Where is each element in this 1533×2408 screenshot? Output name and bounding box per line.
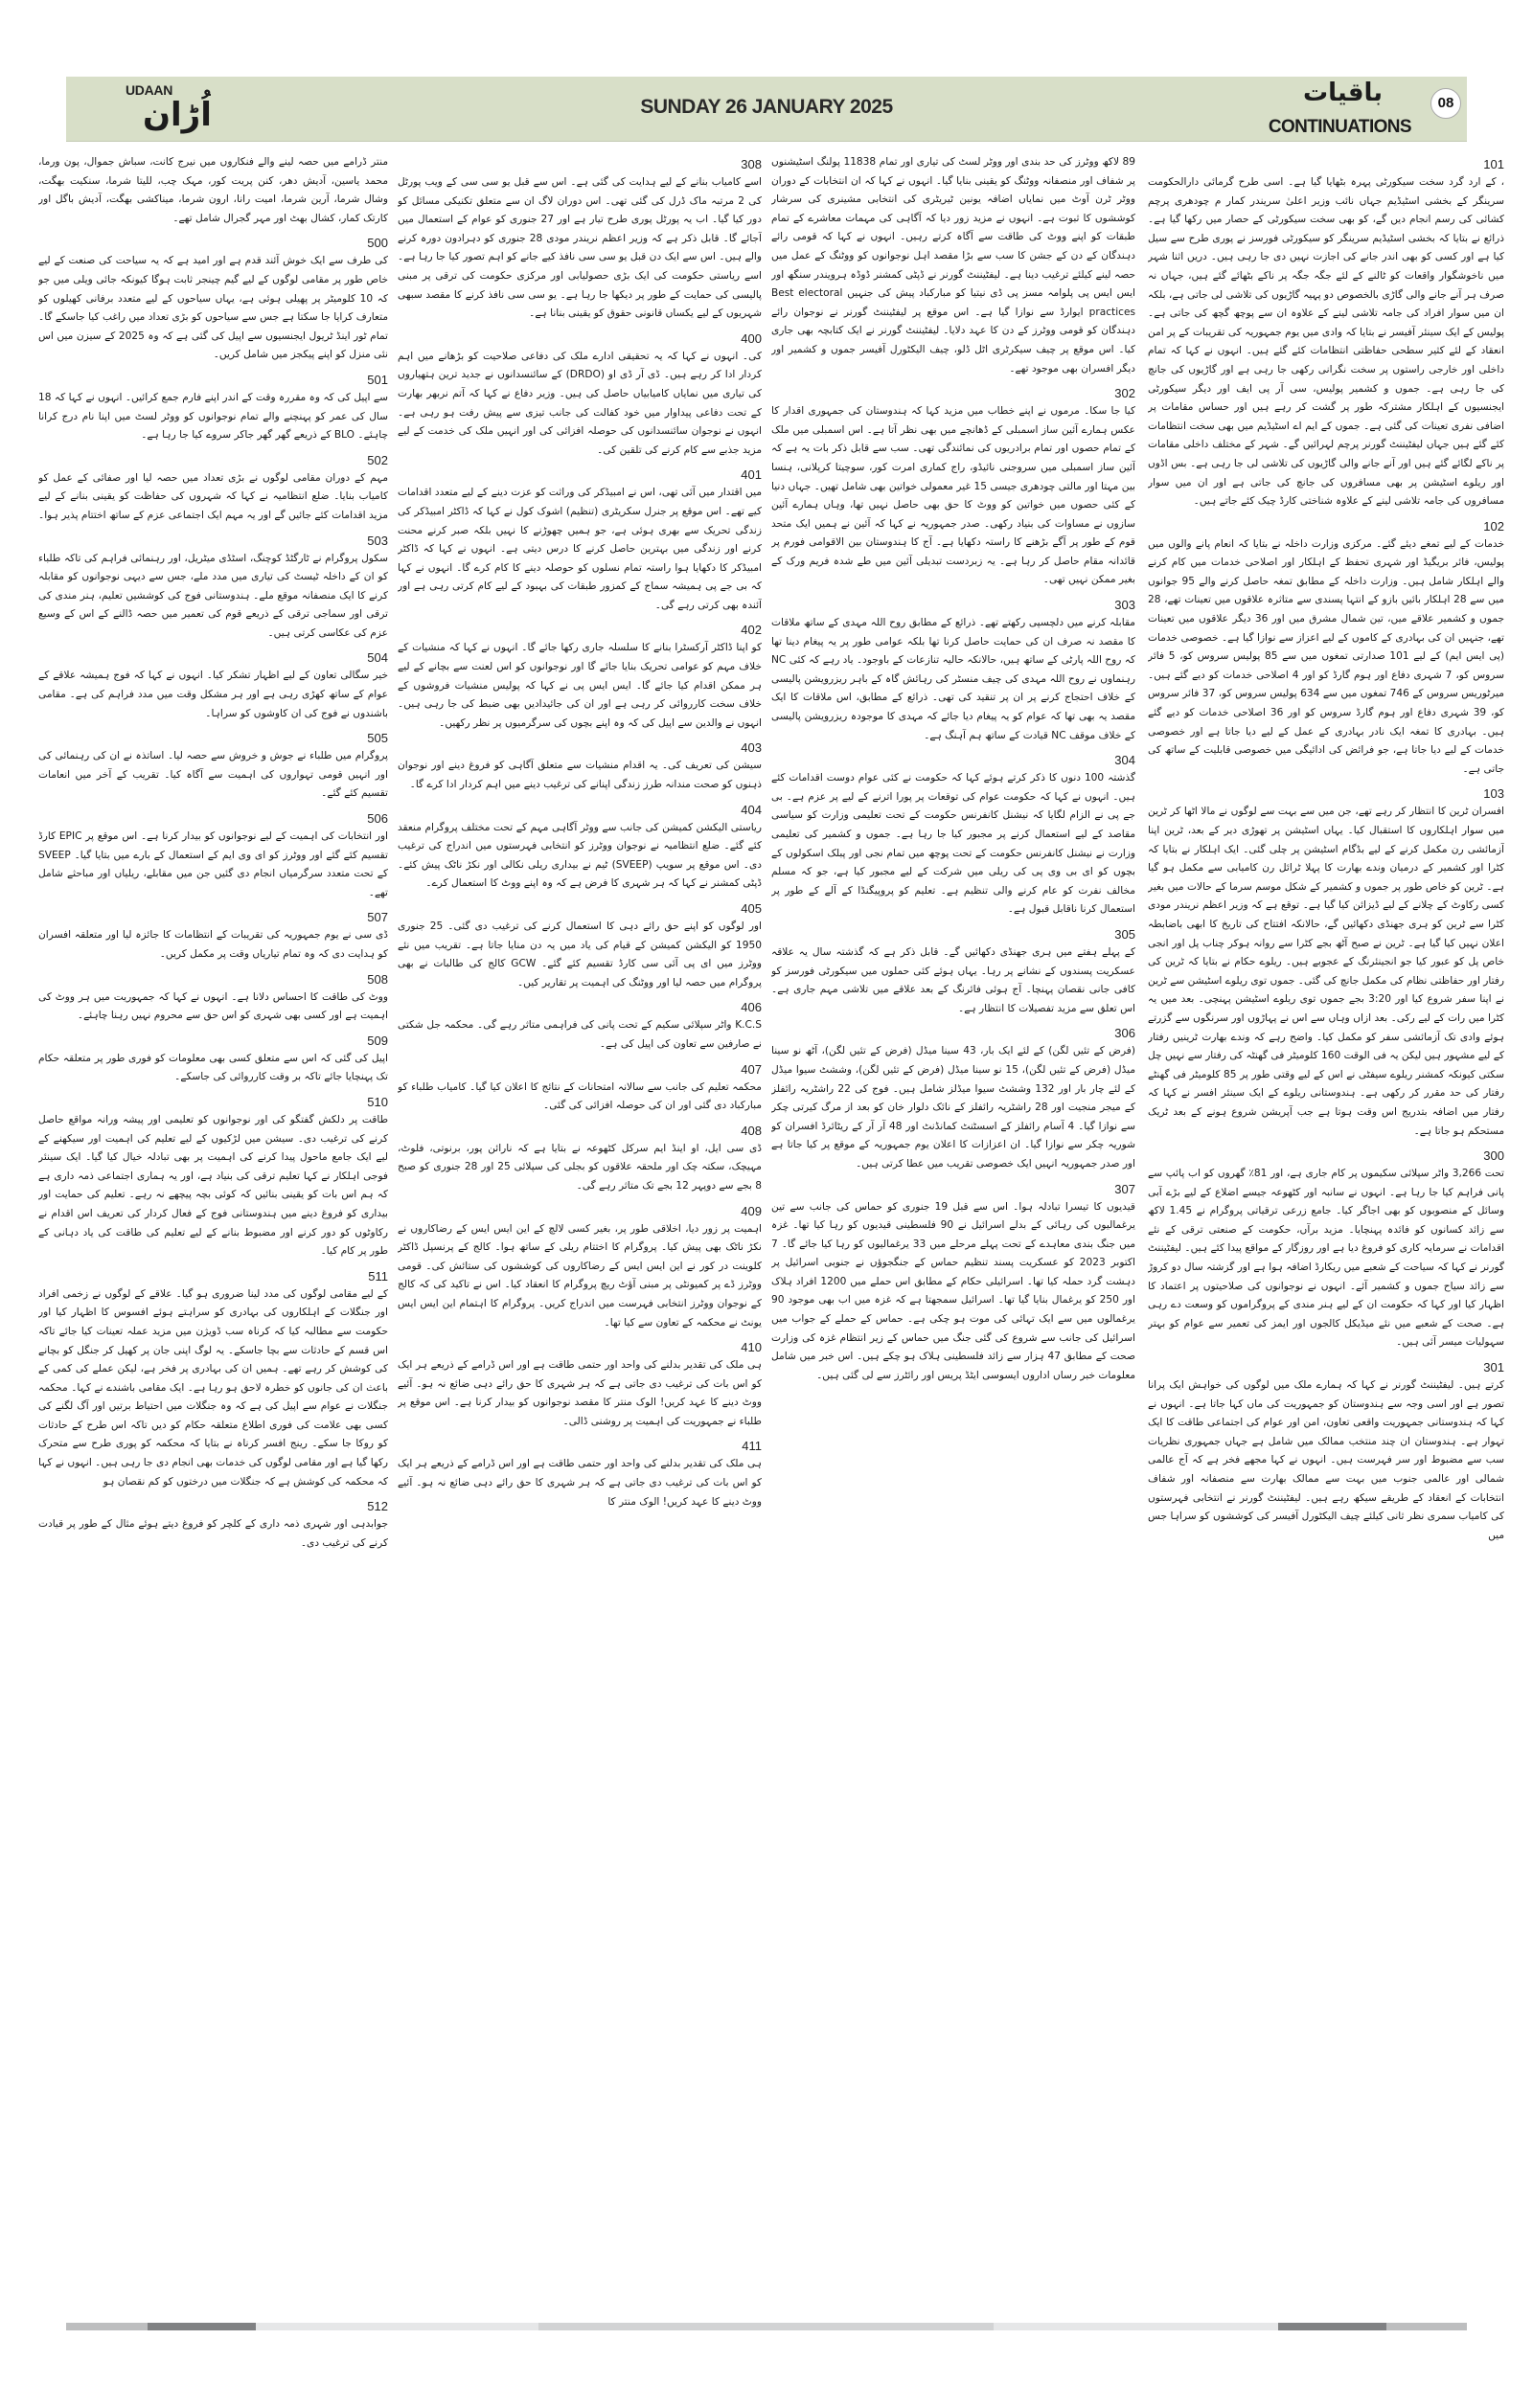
section-body-text: افسران ٹرین کا انتظار کر رہے تھے، جن میں سے بہت سے لوگوں نے مالا اٹھا کر ٹرین میں سوار اہلکاروں کا استقبال کیا۔ یہاں اسٹیشن پر تھوڑی دیر کے بعد، ٹرین اپنا آزمائشی رن مکمل کرنے کے لیے بڈگام اسٹیشن پر چلی گئی۔ ایک اہلکار نے بتایا کہ کٹرا اور کشمیر کے درمیان وندے بھارت کا پہلا ٹرائل رن کامیابی سے مکمل ہو گیا ہے۔ ٹرین کو خاص طور پر جموں و کشمیر کے شکل موسم سرما کے حالات میں بغیر کسی رکاوٹ کے چلانے کے لیے ڈیزائن کیا گیا ہے۔ توقع ہے کہ وزیر اعظم نریندر مودی کٹرا سے ٹرین کو ہری جھنڈی دکھائیں گے، حالانکہ افتتاح کی تاریخ کا ابھی باضابطہ اعلان نہیں کیا گیا ہے۔ ٹرین نے صبح آٹھ بجے کٹرا سے روانہ ہوکر چناب پل اور انجی خاص پل کو عبور کیا جو انجینئرنگ کے عجوبے ہیں۔ ریلوے حکام نے بتایا کہ ٹرین کی رفتار اور حفاظتی نظام کی مکمل جانچ کی گئی۔ جموں توی ریلوے اسٹیشن سے ٹرین نے اپنا سفر شروع کیا اور 3:20 بجے جموں توی ریلوے اسٹیشن پہنچی۔ بعد میں یہ کٹرا میں رات کے لیے رکی۔ بعد ازاں وہاں سے اس نے پہاڑوں اور سرنگوں سے گزرتے ہوئے وادی تک آزمائشی سفر کو مکمل کیا۔ واضح رہے کہ وندے بھارت ٹرینیں رفتار کے لیے مشہور ہیں لیکن یہ فی الوقت 160 کلومیٹر فی گھنٹہ کی رفتار سے نہیں چل سکتی کیونکہ کمشنر ریلوے سیفٹی نے اس کے لیے وقتی طور پر 85 کلومیٹر فی گھنٹے رفتار کی حد مقرر کر رکھی ہے۔ ہندوستانی ریلوے کے ایک سینئر افسر نے کہا کہ رفتار میں اضافہ بتدریج اس وقت ہوتا ہے جب آپریشن شروع ہونے کے بعد ٹریک مستحکم ہو جاتا ہے۔ bbox=[1148, 806, 1504, 1137]
section-body-text: گذشتہ 100 دنوں کا ذکر کرتے ہوئے کہا کہ حکومت نے کئی عوام دوست اقدامات کئے ہیں۔ انہوں نے کہا کہ حکومت عوام کی توقعات پر پورا اترنے کے لیے پر عزم ہے۔ بی جے پی نے الزام لگایا کہ نیشنل کانفرنس حکومت کے تحت تعلیمی وزارت کو سیاسی مقاصد کے لیے استعمال کرنے پر مجبور کیا جا رہا ہے۔ جموں و کشمیر کی تعلیمی وزارت نے نیشنل کانفرنس حکومت کے تحت پوچھ میں تمام نجی اور پبلک اسکولوں کے بچوں کو ای بی وی پی کی ریلی میں شرکت کے لیے مجبور کیا ہے، جو کہ مسلم مخالف نفرت کو عام کرنے والی تنظیم ہے۔ تعلیم کو پروپیگنڈا کے آلے کے طور پر استعمال کرنا ناقابل قبول ہے۔ bbox=[771, 772, 1135, 916]
section-number: 510 bbox=[367, 1094, 388, 1109]
section-number: 507 bbox=[367, 910, 388, 925]
section-body-text: تحت 3,266 واٹر سپلائی سکیموں پر کام جاری ہے، اور 81٪ گھروں کو اب پائپ سے پانی فراہم کیا جا رہا ہے۔ انہوں نے سانبہ اور کٹھوعہ جیسے اضلاع کے لیے بڑے آبی وسائل کے منصوبوں کو بھی اجاگر کیا۔ جامع زرعی ترقیاتی پروگرام نے 1.45 لاکھ سے زائد کسانوں کو فائدہ پہنچایا۔ مزید برآں، حکومت کے صنعتی ترقی کے نئے اقدامات نے سرمایہ کاری کو فروغ دیا ہے اور روزگار کے مواقع پیدا کئے ہیں۔ لیفٹیننٹ گورنر نے کہا کہ سیاحت کے شعبے میں ریکارڈ اضافہ ہوا ہے اور گزشتہ سال دو کروڑ سے زائد سیاح جموں و کشمیر آئے۔ انہوں نے نوجوانوں کی صلاحیتوں پر اعتماد کا اظہار کیا اور کہا کہ حکومت ان کے لیے ہنر مندی کے پروگراموں کو وسعت دے رہی ہے۔ صحت کے شعبے میں نئے میڈیکل کالجوں اور ایمز کی تعمیر سے عوام کو بہتر سہولیات میسر آئی ہیں۔ bbox=[1148, 1168, 1504, 1349]
section-heading bbox=[1220, 79, 1411, 140]
brand-name-english: UDAAN bbox=[126, 82, 173, 98]
continuation-section bbox=[1148, 517, 1504, 780]
section-number: 301 bbox=[1483, 1360, 1504, 1375]
continuation-section bbox=[38, 234, 388, 365]
footer-rule-segment bbox=[538, 2323, 994, 2330]
section-number: 307 bbox=[1114, 1181, 1135, 1196]
continuation-section bbox=[398, 466, 762, 615]
section-number: 501 bbox=[367, 372, 388, 387]
continuation-section bbox=[38, 809, 388, 902]
section-body-text: جوابدہی اور شہری ذمہ داری کے کلچر کو فروغ دیتے ہوئے مثال کے طور پر قیادت کرنے کی ترغیب دی۔ bbox=[38, 1518, 388, 1549]
continuation-section bbox=[38, 1497, 388, 1553]
section-body-text: ڈی سی نے یوم جمہوریہ کی تقریبات کے انتظامات کا جائزہ لیا اور متعلقہ افسران کو ہدایت دی کہ وہ تمام تیاریاں وقت پر مکمل کریں۔ bbox=[38, 929, 388, 960]
continuation-section bbox=[398, 801, 762, 894]
section-number: 404 bbox=[741, 802, 762, 817]
section-number: 102 bbox=[1483, 518, 1504, 534]
column-3 bbox=[398, 153, 762, 2265]
continuation-section bbox=[771, 1024, 1135, 1173]
section-number: 503 bbox=[367, 533, 388, 548]
footer-rule-segment bbox=[148, 2323, 256, 2330]
section-number: 305 bbox=[1114, 926, 1135, 942]
section-number: 300 bbox=[1483, 1148, 1504, 1164]
continuation-section bbox=[398, 738, 762, 794]
section-body-text: کی۔ انہوں نے کہا کہ یہ تحقیقی ادارے ملک کی دفاعی صلاحیت کو بڑھانے میں اہم کردار ادا کر رہے ہیں۔ ڈی آر ڈی او (DRDO) کے سائنسدانوں نے جدید ترین ہتھیاروں کی تیاری میں نمایاں کامیابیاں حاصل کی ہیں۔ وزیر دفاع نے کہا کہ آتم نربھر بھارت کے تحت دفاعی پیداوار میں خود کفالت کی جانب تیزی سے پیش رفت ہو رہی ہے۔ انہوں نے نوجوان سائنسدانوں کی حوصلہ افزائی کی اور انہیں ملک کی خدمت کے لیے مزید جذبے سے کام کرنے کی تلقین کی۔ bbox=[398, 350, 762, 456]
section-number: 512 bbox=[367, 1499, 388, 1514]
section-body-text: اور لوگوں کو اپنے حق رائے دہی کا استعمال کرنے کی ترغیب دی گئی۔ 25 جنوری 1950 کو الیکشن کمیشن کے قیام کی یاد میں یہ دن منایا جاتا ہے۔ تقریب میں نئے ووٹرز میں ای پی آئی سی کارڈ تقسیم کئے گئے۔ GCW کالج کی طالبات نے بھی پروگرام میں حصہ لیا اور ووٹنگ کی اہمیت پر تقاریر کیں۔ bbox=[398, 920, 762, 988]
section-body-text: کے پہلے ہفتے میں ہری جھنڈی دکھائیں گے۔ قابل ذکر ہے کہ گذشتہ سال یہ علاقہ عسکریت پسندوں کے نشانے پر رہا۔ یہاں ہوئے کئی حملوں میں سیکورٹی فورسز کو کافی جانی نقصان پہنچا۔ آج ہوئی فائرنگ کے بعد علاقے میں تلاشی مہم جاری ہے۔ اس تعلق سے مزید تفصیلات کا انتظار ہے۔ bbox=[771, 945, 1135, 1014]
continuation-section bbox=[1148, 784, 1504, 1141]
section-body-text: محکمہ تعلیم کی جانب سے سالانہ امتحانات کے نتائج کا اعلان کیا گیا۔ کامیاب طلباء کو مبارکباد دی گئی اور ان کی حوصلہ افزائی کی گئی۔ bbox=[398, 1080, 762, 1112]
continuation-section bbox=[38, 153, 388, 228]
section-body-text: خیر سگالی تعاون کے لیے اظہار تشکر کیا۔ انہوں نے کہا کہ فوج ہمیشہ علاقے کے عوام کے ساتھ کھڑی رہی ہے اور ہر مشکل وقت میں مدد فراہم کی ہے۔ مقامی باشندوں نے فوج کی ان کاوشوں کو سراہا۔ bbox=[38, 670, 388, 719]
continuation-section bbox=[1148, 155, 1504, 511]
section-body-text: پروگرام میں طلباء نے جوش و خروش سے حصہ لیا۔ اساتذہ نے ان کی رہنمائی کی اور انہیں قومی تہواروں کی اہمیت سے آگاہ کیا۔ تقریب کے آخر میں انعامات تقسیم کئے گئے۔ bbox=[38, 750, 388, 800]
section-number: 403 bbox=[741, 740, 762, 756]
continuation-section bbox=[38, 451, 388, 526]
section-number: 502 bbox=[367, 452, 388, 467]
section-number: 408 bbox=[741, 1123, 762, 1138]
section-body-text: طاقت پر دلکش گفتگو کی اور نوجوانوں کو تعلیمی اور پیشہ ورانہ مواقع حاصل کرنے کی ترغیب دی۔ سیشن میں لڑکیوں کے لیے تعلیم کی اہمیت اور سیکھنے کے لیے ایک جامع ماحول پیدا کرنے کی اہمیت پر بھی تبادلہ خیال کیا گیا۔ ایک سینئر فوجی اہلکار نے کہا تعلیم ترقی کی بنیاد ہے، اور یہ ہماری اجتماعی ذمہ داری ہے کہ ہم اس بات کو یقینی بنائیں کہ کوئی بچہ پیچھے نہ رہے۔ تعلیم کی حمایت اور بیداری کو فروغ دینے میں ہندوستانی فوج کے فعال کردار کی تعریف اس اقدام نے رکاوٹوں کو دور کرنے اور مضبوط بنانے کے لیے تعلیم کی طاقت کی یاد دہانی کے طور پر کام کیا۔ bbox=[38, 1113, 388, 1258]
section-body-text: میں اقتدار میں آئی تھی، اس نے امبیڈکر کی وراثت کو عزت دینے کے لیے متعدد اقدامات کیے تھے۔ اس موقع پر جنرل سکریٹری (تنظیم) اشوک کول نے کہا کہ ڈاکٹر امبیڈکر کی زندگی تحریک سے بھری ہوئی ہے، جو ہمیں چھوڑنے کا نہیں بلکہ صبر کرنے محنت کرنے اور زندگی میں بہترین حاصل کرنے کا درس دیتی ہے۔ انہوں نے کہا کہ ڈاکٹر امبیڈکر کا دکھایا ہوا راستہ تمام نسلوں کو حوصلہ دینے کا کام کرے گا۔ انہوں نے کہا کہ بی جے پی ہمیشہ سماج کے کمزور طبقات کی بہبود کے لیے کام کرتی رہی ہے اور آئندہ بھی کرتی رہے گی۔ bbox=[398, 487, 762, 611]
section-body-text: K.C.S واٹر سپلائی سکیم کے تحت پانی کی فراہمی متاثر رہے گی۔ محکمہ جل شکتی نے صارفین سے تعاون کی اپیل کی ہے۔ bbox=[398, 1019, 762, 1050]
section-body-text: کی طرف سے ایک خوش آئند قدم ہے اور امید ہے کہ یہ سیاحت کی صنعت کے لیے خاص طور پر مقامی لوگوں کے لیے گیم چینجر ثابت ہوگا کیونکہ جائی ویلی میں جو کہ 10 کلومیٹر پر پھیلی ہوئی ہے، یہاں سیاحوں کے لیے متعدد برفانی کھیلوں کو متعارف کرایا جا سکتا ہے جس سے سیاحوں کو بڑی تعداد میں راغب کیا جاسکے گا۔ تمام ٹور اینڈ ٹریول ایجنسیوں سے اپیل کی گئی ہے کہ وہ 2025 کے سیزن میں اس نئی منزل کو اپنے پیکجز میں شامل کریں۔ bbox=[38, 255, 388, 361]
continuation-section bbox=[398, 1060, 762, 1116]
masthead bbox=[66, 77, 1467, 142]
continuation-section bbox=[38, 371, 388, 445]
section-body-text: اپیل کی گئی کہ اس سے متعلق کسی بھی معلومات کو فوری طور پر متعلقہ حکام تک پہنچایا جائے تاکہ بر وقت کارروائی کی جاسکے۔ bbox=[38, 1052, 388, 1083]
continuation-section bbox=[38, 1093, 388, 1261]
section-body-text: (فرض کے تئیں لگن) کے لئے ایک بار، 43 سینا میڈل (فرض کے تئیں لگن)، آٹھ نو سینا میڈل (فرض کے تئیں لگن)، 15 نو سینا میڈل (فرض کے تئیں لگن)، وششٹ سیوا میڈل کے لئے چار بار اور 132 وششٹ سیوا میڈلز شامل ہیں۔ فوج کی 22 راشٹریہ رائفلز کے میجر منجیت اور 28 راشٹریہ رائفلز کے نائک دلوار خان کو بعد از مرگ کیرتی چکر سے نوازا گیا۔ 4 آسام رائفلز کے اسسٹنٹ کمانڈنٹ اور 48 آر آر کے ریٹائرڈ افسران کو شوریہ چکر سے نوازا گیا۔ ان اعزازات کا اعلان یوم جمہوریہ کے موقع پر کیا جاتا ہے اور صدر جمہوریہ انہیں ایک خصوصی تقریب میں عطا کرتی ہیں۔ bbox=[771, 1045, 1135, 1170]
section-number: 509 bbox=[367, 1033, 388, 1048]
continuation-section bbox=[398, 155, 762, 324]
continuation-section bbox=[38, 648, 388, 723]
section-body-text: 89 لاکھ ووٹرز کی حد بندی اور ووٹر لسٹ کی تیاری اور تمام 11838 پولنگ اسٹیشنوں پر شفاف اور منصفانہ ووٹنگ کو یقینی بنایا گیا۔ انہوں نے کہا کہ ان انتخابات کے دوران ووٹر ٹرن آوٹ میں نمایاں اضافہ یونین ٹیریٹری کی انتخابی مشینری کی سرشار کوششوں کا ثبوت ہے۔ انہوں نے مزید زور دیا کہ آگاہی کی مہمات معاشرے کے تمام طبقات کو اپنے ووٹ کی طاقت سے آگاہ کرتے رہیں۔ انہوں نے کہا کہ قومی رائے دہندگان کے دن کے جشن کا سب سے بڑا مقصد اہل نوجوانوں کو ووٹنگ کے عمل میں حصہ لینے کیلئے ترغیب دینا ہے۔ لیفٹیننٹ گورنر نے ڈپٹی کمشنر ڈوڈہ ہرویندر سنگھ اور ایس ایس پی پلوامہ مسز پی ڈی نیتیا کو مبارکباد پیش کی جنہیں Best electoral practices ایوارڈ سے نوازا گیا ہے۔ اس موقع پر لیفٹیننٹ گورنر نے نوجوان رائے دہندگان کو قومی ووٹرز کے دن کا عہد دلایا۔ لیفٹیننٹ گورنر نے ایک کتابچہ بھی جاری کیا۔ اس موقع پر چیف سیکرٹری اٹل ڈلو، چیف الیکٹورل آفیسر جموں و کشمیر اور دیگر افسران بھی موجود تھے۔ bbox=[771, 156, 1135, 375]
section-body-text: سکول پروگرام نے ٹارگٹڈ کوچنگ، اسٹڈی میٹریل، اور رہنمائی فراہم کی تاکہ طلباء کو ان کے داخلہ ٹیسٹ کی تیاری میں مدد ملے، جس سے دیہی نوجوانوں کو مقابلہ کرنے کا ایک منصفانہ موقع ملے۔ ہندوستانی فوج کی کوششیں تعلیم، ہنر مندی کی ترقی اور سماجی ترقی کے ذریعے قوم کی تعمیر میں حصہ ڈالنے کے اس کے وسیع عزم کی عکاسی کرتی ہیں۔ bbox=[38, 552, 388, 639]
section-number: 410 bbox=[741, 1340, 762, 1355]
column-2 bbox=[771, 153, 1135, 2265]
section-number: 505 bbox=[367, 731, 388, 746]
section-body-text: ووٹ کی طاقت کا احساس دلانا ہے۔ انہوں نے کہا کہ جمہوریت میں ہر ووٹ کی اہمیت ہے اور کسی بھی شہری کو اس حق سے محروم نہیں رہنا چاہئے۔ bbox=[38, 990, 388, 1022]
section-body-text: سے اپیل کی کہ وہ مقررہ وقت کے اندر اپنے فارم جمع کرائیں۔ انہوں نے کہا کہ 18 سال کی عمر کو پہنچنے والے تمام نوجوانوں کو ووٹر لسٹ میں اپنا نام درج کرانا چاہئے۔ BLO کے ذریعے گھر گھر جاکر سروے کیا جا رہا ہے۔ bbox=[38, 391, 388, 442]
section-body-text: سیشن کی تعریف کی۔ یہ اقدام منشیات سے متعلق آگاہی کو فروغ دینے اور نوجوان ذہنوں کو صحت مندانہ طرز زندگی اپنانے کی ترغیب دینے میں اہم کردار ادا کرے گا۔ bbox=[398, 760, 762, 791]
footer-rule bbox=[66, 2323, 1467, 2330]
section-body-text: قیدیوں کا تیسرا تبادلہ ہوا۔ اس سے قبل 19 جنوری کو حماس کی جانب سے تین یرغمالیوں کی رہائی کے بدلے اسرائیل نے 90 فلسطینی قیدیوں کو رہا کیا تھا۔ غزہ میں جنگ بندی معاہدے کے تحت پہلے مرحلے میں 33 یرغمالیوں کو رہا کیا جائے گا۔ 7 اکتوبر 2023 کو عسکریت پسند تنظیم حماس کے جنگجوؤں نے جنوبی اسرائیل پر دہشت گرد حملہ کیا تھا۔ اسرائیلی حکام کے مطابق اس حملے میں 1200 افراد ہلاک اور 250 کو یرغمال بنایا گیا تھا۔ اسرائیل سمجھتا ہے کہ غزہ میں اب بھی موجود 90 یرغمالوں میں سے ایک تہائی کی موت ہو چکی ہے۔ حماس کے حملے کے جواب میں اسرائیل کی جانب سے شروع کی گئی جنگ میں حماس کے زیر انتظام غزہ کی وزارت صحت کے مطابق 47 ہزار سے زائد فلسطینی ہلاک ہو چکے ہیں۔ اس خبر میں شامل معلومات خبر رساں اداروں ایسوسی ایٹڈ پریس اور رائٹرز سے لی گئی ہیں۔ bbox=[771, 1200, 1135, 1381]
continuation-section bbox=[771, 384, 1135, 590]
section-number: 405 bbox=[741, 901, 762, 916]
section-title-urdu: باقیات bbox=[1302, 79, 1383, 107]
section-body-text: اسے کامیاب بنانے کے لیے ہدایت کی گئی ہے۔ اس سے قبل یو سی سی کے ویب پورٹل کی 2 مرتبہ ماک ڈرل کی گئی تھی۔ اس دوران لاگ ان سے متعلق تکنیکی مسائل کو دور کیا گیا۔ اب یہ پورٹل پوری طرح تیار ہے اور 27 جنوری کو عوام کے استعمال میں آجائے گا۔ قابل ذکر ہے کہ وزیر اعظم نریندر مودی 28 جنوری کو دہرادون دورہ کرنے والے ہیں۔ اس سے ایک دن قبل یو سی سی نافذ کیے جانے کو اہم تصور کیا جا رہا ہے۔ اسے ریاستی حکومت کی ایک بڑی حصولیابی اور مرکزی حکومت کی ترقی پر مبنی پالیسی کی حمایت کے طور پر دیکھا جا رہا ہے۔ یو سی سی نافذ کرنے کا مقصد سبھی شہریوں کے لیے یکساں قانونی حقوق کو یقینی بنانا ہے۔ bbox=[398, 176, 762, 320]
section-body-text: ہی ملک کی تقدیر بدلنے کی واحد اور حتمی طاقت ہے اور اس ڈرامے کے ذریعے ہر ایک کو اس بات کی ترغیب دی جاتی ہے کہ ہر شہری کا حق رائے دہی ضائع نہ ہو۔ آئیے ووٹ دینے کا عہد کریں! الوک منتر کا مقصد نوجوانوں کو بیدار کرنا ہے۔ اس موقع پر طلباء نے جمہوریت کی اہمیت پر روشنی ڈالی۔ bbox=[398, 1359, 762, 1427]
section-number: 508 bbox=[367, 971, 388, 987]
article-columns bbox=[38, 153, 1504, 2265]
section-number: 500 bbox=[367, 236, 388, 251]
section-number: 407 bbox=[741, 1061, 762, 1077]
continuation-section bbox=[398, 1202, 762, 1333]
continuation-section bbox=[398, 899, 762, 992]
continuation-section bbox=[398, 1437, 762, 1511]
column-1 bbox=[1148, 153, 1504, 2265]
section-number: 400 bbox=[741, 330, 762, 346]
column-4 bbox=[38, 153, 388, 2265]
section-number: 409 bbox=[741, 1203, 762, 1218]
section-body-text: کیا جا سکا۔ مرموں نے اپنے خطاب میں مزید کہا کہ ہندوستان کی جمہوری اقدار کا عکس ہمارے آئین ساز اسمبلی کے ڈھانچے میں بھی نظر آتا ہے۔ اس اسمبلی میں ملک کے تمام حصوں اور تمام برادریوں کی نمائندگی تھی۔ سب سے قابل ذکر بات یہ ہے کہ آئین ساز اسمبلی میں سروجنی نائیڈو، راج کماری امرت کور، سوچیتا کرپلانی، ہنسا بین مہتا اور مالتی چودھری جیسی 15 غیر معمولی خواتین بھی شامل تھیں۔ جہاں دنیا کے کئی حصوں میں خواتین کو ووٹ کا حق بھی حاصل نہیں تھا، وہاں ہمارے آئین سازوں نے مساوات کی بنیاد رکھی۔ صدر جمہوریہ نے کہا کہ آئین نے ہمیں ایک متحد قوم کے طور پر آگے بڑھنے کا راستہ دکھایا ہے۔ آج کا ہندوستان بین الاقوامی فورم پر قائدانہ مقام حاصل کر رہا ہے۔ یہ زبردست تبدیلی آئین میں طے شدہ فریم ورک کے بغیر ممکن نہیں تھی۔ bbox=[771, 405, 1135, 586]
continuation-section bbox=[398, 329, 762, 461]
section-number: 406 bbox=[741, 1000, 762, 1015]
section-number: 101 bbox=[1483, 157, 1504, 171]
section-number: 306 bbox=[1114, 1026, 1135, 1041]
section-number: 303 bbox=[1114, 598, 1135, 613]
footer-rule-segment bbox=[1386, 2323, 1467, 2330]
continuation-section bbox=[771, 153, 1135, 378]
section-number: 504 bbox=[367, 650, 388, 666]
section-body-text: ہی ملک کی تقدیر بدلنے کی واحد اور حتمی طاقت ہے اور اس ڈرامے کے ذریعے ہر ایک کو اس بات کی ترغیب دی جاتی ہے کہ ہر شہری کا حق رائے دہی ضائع نہ ہو۔ آئیے ووٹ دینے کا عہد کریں! الوک منتر کا bbox=[398, 1458, 762, 1508]
continuation-section bbox=[398, 998, 762, 1054]
section-title-english: CONTINUATIONS bbox=[1268, 117, 1411, 137]
section-body-text: مقابلہ کرنے میں دلچسپی رکھتے تھے۔ ذرائع کے مطابق روح اللہ مہدی کے ساتھ ملاقات کا مقصد نہ صرف ان کی حمایت حاصل کرنا تھا بلکہ عوامی طور پر یہ پیغام دینا تھا کہ روح اللہ پارٹی کے ساتھ ہیں، حالانکہ حالیہ تنازعات کے باوجود۔ یاد رہے کہ کئی NC رہنماوں نے روح اللہ مہدی کی چیف منسٹر کی رہائش گاہ کے باہر ریزرویشن پالیسی کے خلاف احتجاج کرنے پر ان پر تنقید کی تھی۔ ذرائع کے مطابق، اس ملاقات کا ایک مقصد یہ بھی تھا کہ عوام کو یہ پیغام دیا جائے کہ مہدی کا موجودہ ریزرویشن پالیسی کے خلاف موقف NC قیادت کے ساتھ ہم آہنگ ہے۔ bbox=[771, 617, 1135, 741]
continuation-section bbox=[771, 1180, 1135, 1386]
section-body-text: کرتے ہیں۔ لیفٹیننٹ گورنر نے کہا کہ ہمارے ملک میں لوگوں کی خواہش ایک پرانا تصور ہے اور اسی وجہ سے ہندوستان کو جمہوریت کی ماں کہا جاتا ہے۔ انہوں نے کہا کہ ہندوستانی جمہوریت واقعی تعاون، امن اور عوام کی اجتماعی طاقت کا ایک تہوار ہے۔ ہندوستان ان چند منتخب ممالک میں شامل ہے جہاں جمہوری نظریات سب سے مضبوط اور سر فہرست ہیں۔ انہوں نے کہا مجھے فخر ہے کہ آج عالمی شمالی اور عالمی جنوب میں بہت سے ممالک بھارت سے منصفانہ اور شفاف انتخابات کے انعقاد کے طریقے سیکھ رہے ہیں۔ لیفٹیننٹ گورنر نے انتخابی فہرستوں کی کامیاب سمری نظر ثانی کیلئے چیف الیکٹورل آفیسر کی کوششوں کو سراہا جس میں bbox=[1148, 1379, 1504, 1541]
section-body-text: ڈی سی ایل، او اینڈ ایم سرکل کٹھوعہ نے بتایا ہے کہ نارائن پور، برنوتی، فلوٹ، مہیچک، سکتہ چک اور ملحقہ علاقوں کو بجلی کی سپلائی 25 اور 28 جنوری کو صبح 8 بجے سے دوپہر 12 بجے تک متاثر رہے گی۔ bbox=[398, 1142, 762, 1192]
continuation-section bbox=[38, 729, 388, 804]
section-body-text: اہمیت پر زور دیا، اخلاقی طور پر، بغیر کسی لالچ کے این ایس ایس کے رضاکاروں نے نکڑ ناٹک بھی پیش کیا۔ پروگرام کا اختتام ریلی کے ساتھ ہوا۔ کالج کے پرنسپل ڈاکٹر کلوینت در کور نے این ایس ایس کے رضاکاروں کی کوششوں کی ستائش کی۔ قومی ووٹرز ڈے پر کمیونٹی پر مبنی آؤٹ ریچ پروگرام کا انعقاد کیا۔ اس نے تاکید کی کہ کالج کے نوجوان ووٹرز انتخابی فہرست میں اندراج کریں۔ پروگرام کا اہتمام این ایس ایس یونٹ نے محکمہ کے تعاون سے کیا تھا۔ bbox=[398, 1222, 762, 1329]
continuation-section bbox=[398, 1338, 762, 1431]
section-body-text: خدمات کے لیے تمغے دیئے گئے۔ مرکزی وزارت داخلہ نے بتایا کہ انعام پانے والوں میں پولیس، فائر بریگیڈ اور شہری تحفظ کے اہلکار اور اصلاحی خدمات میں کام کرنے والے اہلکار شامل ہیں۔ وزارت داخلہ کے مطابق تمغہ حاصل کرنے والے 95 جوانوں میں سے 28 اہلکار بائیں بازو کے انتہا پسندی سے متاثرہ علاقوں میں تعینات تھے، 28 جموں و کشمیر علاقے میں، تین شمال مشرق میں اور 36 دیگر علاقوں میں تعینات تھے، جنہیں ان کی بہادری کے کاموں کے لیے اعزاز سے نوازا گیا ہے۔ خصوصی خدمات (پی ایس ایم) کے لیے 101 صدارتی تمغوں میں سے 85 پولیس سروس کو، 5 فائر سروس کو، 7 شہری دفاع اور ہوم گارڈ کو اور 4 اصلاحی خدمات کو دیے گئے ہیں۔ میرٹوریس سروس کے 746 تمغوں میں سے 634 پولیس سروس کو، 37 فائر سروس کو، 39 شہری دفاع اور ہوم گارڈ سروس کو اور 36 اصلاحی خدمات کو دیے گئے ہیں۔ بہادری کا تمغہ ایک نادر بہادری کے عمل کے لیے دیا جاتا ہے اور خصوصی خدمات کے لیے دیا جاتا ہے، جو فرائض کی ادائیگی میں خصوصی قابلیت کے ساتھ کی جاتی ہے۔ bbox=[1148, 537, 1504, 775]
section-body-text: کو اپنا ڈاکٹر آرکسٹرا بنانے کا سلسلہ جاری رکھا جائے گا۔ انہوں نے کہا کہ منشیات کے خلاف مہم کو عوامی تحریک بنایا جائے گا اور نوجوانوں کو اس لعنت سے بچانے کے لیے ہر ممکن اقدام کیا جائے گا۔ ایس ایس پی نے کہا کہ پولیس منشیات فروشوں کے خلاف سخت کارروائی کر رہی ہے اور ان کی جائیدادیں بھی ضبط کی جا رہی ہیں۔ انہوں نے والدین سے اپیل کی کہ وہ اپنے بچوں کی سرگرمیوں پر نظر رکھیں۔ bbox=[398, 642, 762, 729]
continuation-section bbox=[38, 1032, 388, 1087]
continuation-section bbox=[38, 908, 388, 964]
section-body-text: ، کے ارد گرد سخت سیکورٹی پہرہ بٹھایا گیا ہے۔ اسی طرح گرمائی دارالحکومت سرینگر کے بخشی اسٹیڈیم جہاں نائب وزیر اعلیٰ سریندر کمار م چودھری پرچم کشائی کی رسم انجام دیں گے، کو بھی سخت سیکورٹی کے حصار میں رکھا گیا ہے۔ ذرائع نے بتایا کہ بخشی اسٹیڈیم سرینگر کو سیکورٹی فورسز نے پوری طرح سے سیل کیا ہے اور کسی کو بھی اندر جانے کی اجازت نہیں دی جا رہی ہیں۔ دریں اثنا شہر میں ناخوشگوار واقعات کو ٹالنے کے لئے جگہ جگہ پر ناکے بٹھائے گئے ہیں، جہاں نہ صرف ہر آنے جانے والی گاڑی بالخصوص دو پہیہ گاڑیوں کی تلاشی لی جاتی ہے، بلکہ ان میں سوار افراد کی جامہ تلاشی لینے کے علاوہ ان سے پوچھ گچھ کی جاتی ہے۔ پولیس کے ایک سینئر آفیسر نے بتایا کہ وادی میں یوم جمہوریہ کی تقریبات کے پر امن انعقاد کے لئے کثیر سطحی حفاظتی انتظامات کئے گئے ہیں۔ انہوں نے کہا کہ تمام داخلی اور خارجی راستوں پر سخت نگرانی رکھی جا رہی ہے اور گاڑیوں کی جانچ کی جا رہی ہے۔ جموں و کشمیر پولیس، سی آر پی ایف اور دیگر سیکورٹی ایجنسیوں کے اہلکار مشترکہ طور پر گشت کر رہے ہیں اور حساس مقامات پر اضافی نفری تعینات کی گئی ہے۔ جموں کے ایم اے اسٹیڈیم میں بھی سخت انتظامات کئے گئے ہیں جہاں لیفٹیننٹ گورنر پرچم لہرائیں گے۔ شہر کے مختلف داخلی مقامات پر ناکے لگائے گئے ہیں اور آنے جانے والی گاڑیوں کی تلاشی لی جا رہی ہے۔ بس اڈوں اور ریلوے اسٹیشن پر بھی مسافروں کی جانچ کی جاتی ہے اور ان میں سوار مسافروں کی جامہ تلاشی لینے کے علاوہ شناختی کارڈ چیک کئے جاتے ہیں۔ bbox=[1148, 176, 1504, 508]
section-number: 506 bbox=[367, 811, 388, 827]
page-number-badge: 08 bbox=[1430, 88, 1461, 119]
continuation-section bbox=[771, 596, 1135, 745]
section-number: 302 bbox=[1114, 386, 1135, 401]
section-number: 401 bbox=[741, 467, 762, 483]
section-body-text: اور انتخابات کی اہمیت کے لیے نوجوانوں کو بیدار کرنا ہے۔ اس موقع پر EPIC کارڈ تقسیم کئے گئے اور ووٹرز کو ای وی ایم کے استعمال کے بارے میں بتایا گیا۔ SVEEP کے تحت متعدد سرگرمیاں انجام دی گئیں جن میں مقابلے، ریلیاں اور مباحثے شامل تھے۔ bbox=[38, 830, 388, 898]
continuation-section bbox=[38, 970, 388, 1026]
section-number: 511 bbox=[368, 1268, 388, 1284]
section-body-text: کے لیے مقامی لوگوں کی مدد لینا ضروری ہو گیا۔ علاقے کے لوگوں نے زخمی افراد اور جنگلات کے اہلکاروں کی بہادری کو سراہتے ہوئے افسوس کا اظہار کیا اور حکومت سے مطالبہ کیا کہ کرناہ سب ڈویژن میں مزید عملہ تعینات کیا جائے تاکہ اس قسم کے حادثات سے بچا جاسکے۔ یہ لوگ اپنی جان پر کھیل کر جنگل کو بچانے کی کوشش کر رہے تھے۔ ہمیں ان کی بہادری پر فخر ہے، لیکن عملے کی کمی کے باعث ان کی جانوں کو خطرہ لاحق ہو رہا ہے۔ ایک مقامی باشندے نے کہا۔ محکمہ جنگلات نے عوام سے اپیل کی ہے کہ وہ جنگلات میں احتیاط برتیں اور آگ لگنے کی کسی بھی علامت کی فوری اطلاع متعلقہ حکام کو دیں تاکہ اس طرح کے حادثات کو روکا جا سکے۔ رینج افسر کرناہ نے بتایا کہ محکمہ کو پوری طرح سے متحرک رکھا گیا ہے اور مقامی لوگوں کی خدمات بھی انجام دی جا رہی ہیں۔ انہوں نے کہا کہ محکمہ کی کوشش ہے کہ جنگلات میں درختوں کو کم نقصان ہو bbox=[38, 1287, 388, 1488]
publication-date: SUNDAY 26 JANUARY 2025 bbox=[640, 96, 893, 118]
section-number: 402 bbox=[741, 623, 762, 638]
section-number: 308 bbox=[741, 157, 762, 171]
footer-rule-segment bbox=[1278, 2323, 1386, 2330]
section-number: 411 bbox=[742, 1439, 762, 1454]
continuation-section bbox=[398, 621, 762, 733]
continuation-section bbox=[771, 925, 1135, 1018]
section-body-text: مہم کے دوران مقامی لوگوں نے بڑی تعداد میں حصہ لیا اور صفائی کے عمل کو کامیاب بنایا۔ ضلع انتظامیہ نے کہا کہ شہروں کی حفاظت کو یقینی بنانے کے لیے مزید اقدامات کئے جائیں گے اور یہ مہم ایک اجتماعی عزم کے ساتھ اختتام پذیر ہوا۔ bbox=[38, 471, 388, 521]
continuation-section bbox=[398, 1122, 762, 1196]
section-body-text: منتر ڈرامے میں حصہ لینے والے فنکاروں میں نیرج کانت، سباش جموال، پون ورما، محمد یاسین، آدیش دھر، کنن پریت کور، مہک چب، للیتا شرما، سنکیت بھگت، وشال شرما، آرین شرما، امیت رانا، ارون شرما، میناکشی بھگت، آدیش باگل اور کارتک کمار، کشال بھٹ اور مہر گجرال شامل تھے۔ bbox=[38, 156, 388, 224]
continuation-section bbox=[771, 751, 1135, 920]
brand-name-urdu: اُڑان bbox=[143, 96, 212, 134]
section-number: 304 bbox=[1114, 753, 1135, 768]
continuation-section bbox=[1148, 1358, 1504, 1545]
footer-rule-segment bbox=[66, 2323, 148, 2330]
section-number: 103 bbox=[1483, 786, 1504, 802]
continuation-section bbox=[38, 1267, 388, 1492]
section-body-text: ریاستی الیکشن کمیشن کی جانب سے ووٹر آگاہی مہم کے تحت مختلف پروگرام منعقد کئے گئے۔ ضلع انتظامیہ نے نوجوان ووٹرز کو انتخابی فہرستوں میں اندراج کی ترغیب دی۔ اس موقع پر سویپ (SVEEP) ٹیم نے بیداری ریلی نکالی اور نکڑ ناٹک پیش کئے۔ ڈپٹی کمشنر نے کہا کہ ہر شہری کا فرض ہے کہ وہ اپنے ووٹ کا استعمال کرے۔ bbox=[398, 821, 762, 890]
continuation-section bbox=[38, 532, 388, 644]
continuation-section bbox=[1148, 1147, 1504, 1352]
